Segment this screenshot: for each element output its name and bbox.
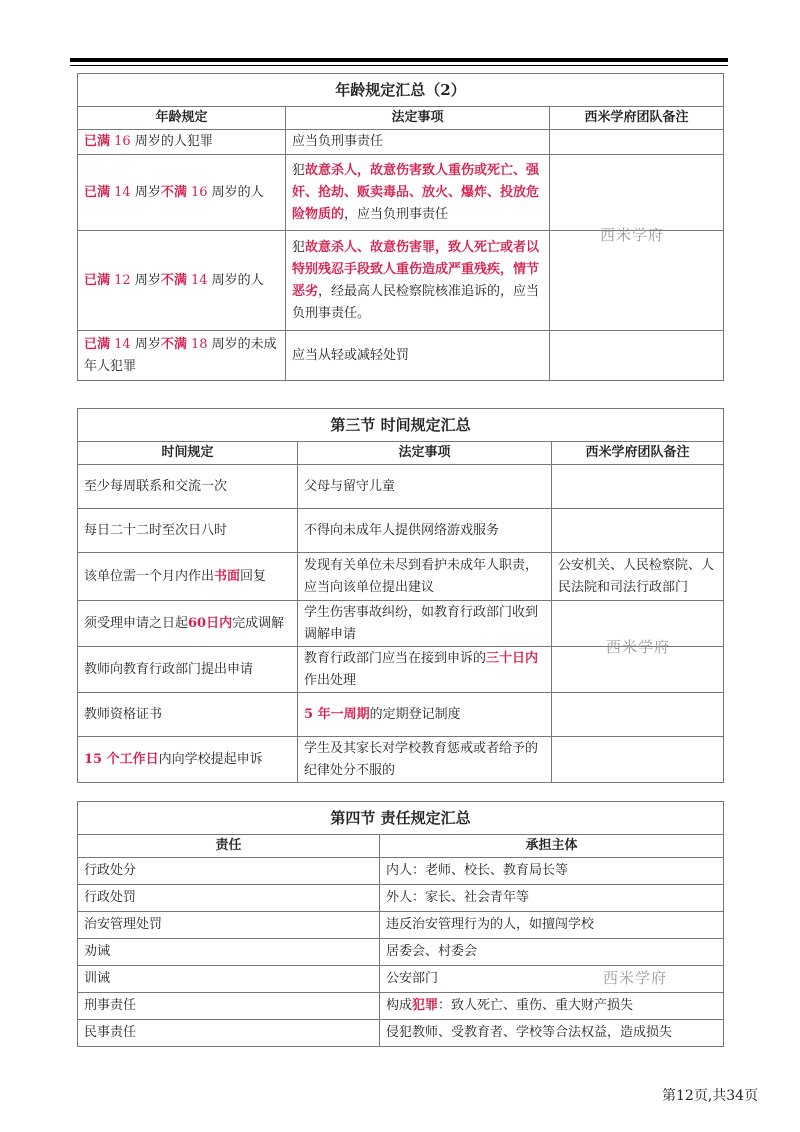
table-row xyxy=(78,858,724,885)
table-row xyxy=(78,693,724,737)
time-cell: 教师资格证书 xyxy=(78,693,298,737)
matter-cell: 应当负刑事责任 xyxy=(286,130,550,155)
watermark: 西米学府 xyxy=(600,226,665,244)
liability-cell: 劝诫 xyxy=(78,939,380,966)
table-row xyxy=(78,130,724,155)
matter-cell: 应当从轻或减轻处罚 xyxy=(286,331,550,381)
note-cell xyxy=(550,331,724,381)
table-title: 年龄规定汇总（2） xyxy=(78,74,724,107)
subject-cell: 外人：家长、社会青年等 xyxy=(380,885,724,912)
time-cell: 15 个工作日内向学校提起申诉 xyxy=(78,737,298,783)
subject-cell: 居委会、村委会 xyxy=(380,939,724,966)
time-cell: 至少每周联系和交流一次 xyxy=(78,465,298,509)
age-cell: 已满 14 周岁不满 16 周岁的人 xyxy=(78,155,286,231)
column-header: 承担主体 xyxy=(380,835,724,858)
liability-cell: 行政处罚 xyxy=(78,885,380,912)
matter-cell: 学生及其家长对学校教育惩戒或者给予的纪律处分不服的 xyxy=(298,737,552,783)
subject-cell: 公安部门 xyxy=(380,966,724,993)
table-row xyxy=(78,939,724,966)
watermark: 西米学府 xyxy=(606,638,671,656)
table-row xyxy=(78,155,724,231)
column-header: 法定事项 xyxy=(286,107,550,130)
header-rule-thin xyxy=(70,65,728,66)
note-cell: 公安机关、人民检察院、人民法院和司法行政部门 xyxy=(552,553,724,601)
note-cell xyxy=(552,737,724,783)
liability-rules-table xyxy=(77,801,724,1047)
column-header: 西米学府团队备注 xyxy=(550,107,724,130)
time-cell: 须受理申请之日起60日内完成调解 xyxy=(78,601,298,647)
time-cell: 教师向教育行政部门提出申请 xyxy=(78,647,298,693)
matter-cell: 犯故意杀人、故意伤害罪，致人死亡或者以特别残忍手段致人重伤造成严重残疾，情节恶劣，经最高人民检察院核准追诉的，应当负刑事责任。 xyxy=(286,231,550,331)
column-header: 西米学府团队备注 xyxy=(552,442,724,465)
note-cell xyxy=(552,693,724,737)
page-number: 第12页,共34页 xyxy=(662,1088,759,1104)
table-title: 第四节 责任规定汇总 xyxy=(78,802,724,835)
note-cell xyxy=(552,509,724,553)
table-row xyxy=(78,993,724,1020)
time-cell: 该单位需一个月内作出书面回复 xyxy=(78,553,298,601)
column-header: 责任 xyxy=(78,835,380,858)
column-header: 年龄规定 xyxy=(78,107,286,130)
age-cell: 已满 16 周岁的人犯罪 xyxy=(78,130,286,155)
liability-cell: 行政处分 xyxy=(78,858,380,885)
time-rules-table xyxy=(77,408,724,783)
liability-cell: 民事责任 xyxy=(78,1020,380,1047)
liability-cell: 刑事责任 xyxy=(78,993,380,1020)
column-header: 时间规定 xyxy=(78,442,298,465)
subject-cell: 构成犯罪：致人死亡、重伤、重大财产损失 xyxy=(380,993,724,1020)
age-cell: 已满 12 周岁不满 14 周岁的人 xyxy=(78,231,286,331)
watermark: 西米学府 xyxy=(603,969,668,987)
table-row xyxy=(78,885,724,912)
column-header: 法定事项 xyxy=(298,442,552,465)
table-row xyxy=(78,553,724,601)
note-cell xyxy=(550,130,724,155)
age-cell: 已满 14 周岁不满 18 周岁的未成年人犯罪 xyxy=(78,331,286,381)
header-rule xyxy=(70,58,728,62)
table-row xyxy=(78,331,724,381)
matter-cell: 教育行政部门应当在接到申诉的三十日内作出处理 xyxy=(298,647,552,693)
subject-cell: 内人：老师、校长、教育局长等 xyxy=(380,858,724,885)
liability-cell: 训诫 xyxy=(78,966,380,993)
matter-cell: 5 年一周期的定期登记制度 xyxy=(298,693,552,737)
table-row xyxy=(78,1020,724,1047)
table-row xyxy=(78,509,724,553)
note-cell xyxy=(550,155,724,231)
subject-cell: 违反治安管理行为的人，如擅闯学校 xyxy=(380,912,724,939)
time-cell: 每日二十二时至次日八时 xyxy=(78,509,298,553)
note-cell xyxy=(550,231,724,331)
table-title: 第三节 时间规定汇总 xyxy=(78,409,724,442)
liability-cell: 治安管理处罚 xyxy=(78,912,380,939)
matter-cell: 犯故意杀人，故意伤害致人重伤或死亡、强奸、抢劫、贩卖毒品、放火、爆炸、投放危险物质的，应当负刑事责任 xyxy=(286,155,550,231)
matter-cell: 学生伤害事故纠纷，如教育行政部门收到调解申请 xyxy=(298,601,552,647)
table-row xyxy=(78,465,724,509)
table-row xyxy=(78,231,724,331)
note-cell xyxy=(552,465,724,509)
matter-cell: 不得向未成年人提供网络游戏服务 xyxy=(298,509,552,553)
matter-cell: 父母与留守儿童 xyxy=(298,465,552,509)
subject-cell: 侵犯教师、受教育者、学校等合法权益，造成损失 xyxy=(380,1020,724,1047)
table-row xyxy=(78,912,724,939)
matter-cell: 发现有关单位未尽到看护未成年人职责，应当向该单位提出建议 xyxy=(298,553,552,601)
table-row xyxy=(78,737,724,783)
